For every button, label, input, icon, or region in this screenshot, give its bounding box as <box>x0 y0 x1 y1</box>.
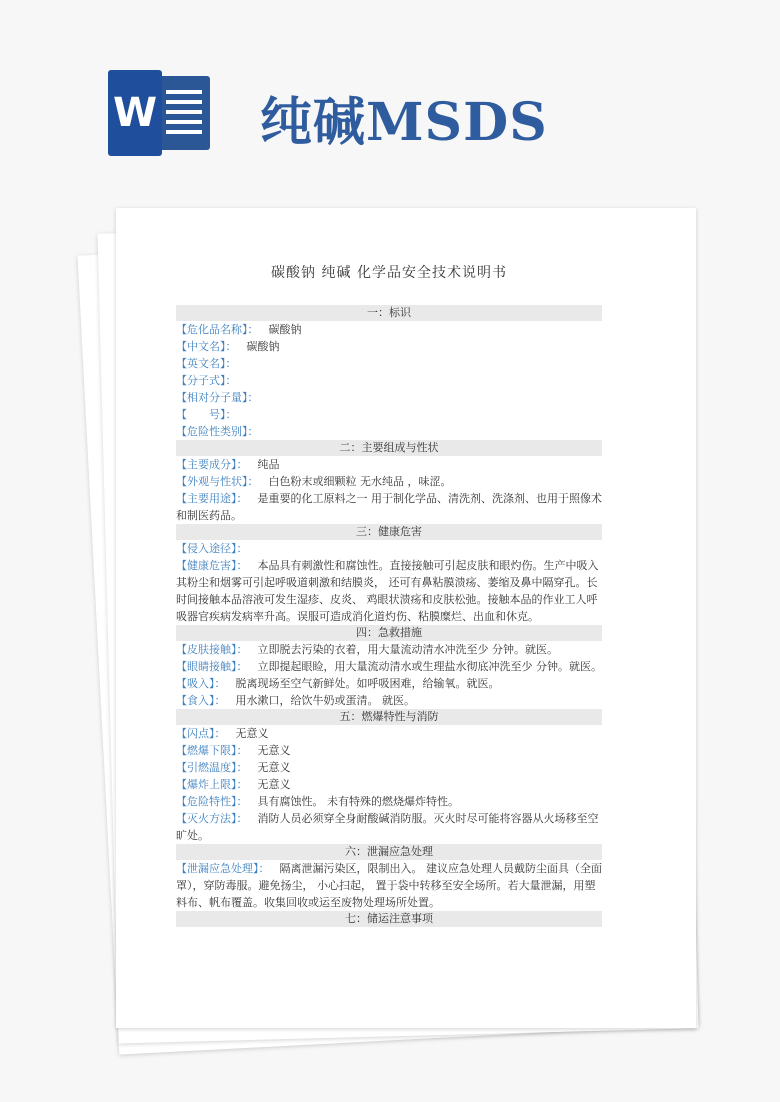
field-value <box>248 542 258 555</box>
section-heading: 二：主要组成与性状 <box>176 440 602 456</box>
document-title: 碳酸钠 纯碱 化学品安全技术说明书 <box>271 265 507 281</box>
section-heading: 一：标识 <box>176 305 602 321</box>
field-label: 【食入】： <box>176 694 226 707</box>
field-label: 【主要用途】： <box>176 492 248 505</box>
field-value: 立即提起眼睑，用大量流动清水或生理盐水彻底冲洗至少 分钟。就医。 <box>257 660 602 673</box>
field-label: 【 号】： <box>176 408 237 421</box>
field-row <box>176 389 602 406</box>
field-row <box>176 776 602 793</box>
field-row <box>176 810 602 844</box>
field-row <box>176 675 602 692</box>
field-row <box>176 793 602 810</box>
field-row <box>176 473 602 490</box>
field-row <box>176 641 602 658</box>
field-label: 【泄漏应急处理】： <box>176 862 270 875</box>
word-logo-letter: W <box>108 70 162 156</box>
field-label: 【灭火方法】： <box>176 812 248 825</box>
field-value: 无意义 <box>257 761 291 774</box>
field-label: 【皮肤接触】： <box>176 643 248 656</box>
field-label: 【危化品名称】： <box>176 323 259 336</box>
field-value: 用水漱口，给饮牛奶或蛋清。 就医。 <box>235 694 415 707</box>
section-heading: 六：泄漏应急处理 <box>176 844 602 860</box>
field-row <box>176 456 602 473</box>
field-label: 【爆炸上限】： <box>176 778 248 791</box>
field-value: 立即脱去污染的衣着，用大量流动清水冲洗至少 分钟。就医。 <box>257 643 558 656</box>
field-row <box>176 338 602 355</box>
field-label: 【闪点】： <box>176 727 226 740</box>
field-row <box>176 557 602 625</box>
field-row <box>176 355 602 372</box>
field-value: 碳酸钠 <box>246 340 280 353</box>
field-value: 纯品 <box>257 458 280 471</box>
field-row <box>176 540 602 557</box>
field-label: 【相对分子量】： <box>176 391 259 404</box>
field-value: 脱离现场至空气新鲜处。如呼吸困难，给输氧。就医。 <box>235 677 500 690</box>
page-title: 纯碱MSDS <box>260 92 548 153</box>
field-label: 【侵入途径】： <box>176 542 248 555</box>
field-value <box>259 425 269 438</box>
field-label: 【吸入】： <box>176 677 226 690</box>
field-row <box>176 658 602 675</box>
section-heading: 七：储运注意事项 <box>176 911 602 927</box>
field-row <box>176 372 602 389</box>
field-row <box>176 742 602 759</box>
field-label: 【中文名】： <box>176 340 237 353</box>
field-value <box>237 357 247 370</box>
field-value: 隔离泄漏污染区，限制出入。 建议应急处理人员戴防尘面具（全面罩），穿防毒服。避免扬尘， 小心扫起， 置于袋中转移至安全场所。若大量泄漏，用塑料布、帆布覆盖。收集回收或运至废物处理场所处置。 <box>176 862 602 909</box>
field-label: 【英文名】： <box>176 357 237 370</box>
field-value: 是重要的化工原料之一 用于制化学品、清洗剂、洗涤剂、也用于照像术和制医药品。 <box>176 492 602 522</box>
field-value: 具有腐蚀性。 未有特殊的燃烧爆炸特性。 <box>257 795 459 808</box>
page-header <box>0 0 780 200</box>
field-label: 【危险特性】： <box>176 795 248 808</box>
field-row <box>176 423 602 440</box>
field-value: 无意义 <box>257 778 291 791</box>
field-value: 本品具有刺激性和腐蚀性。直接接触可引起皮肤和眼灼伤。生产中吸入其粉尘和烟雾可引起呼吸道刺激和结膜炎， 还可有鼻粘膜溃疡、萎缩及鼻中隔穿孔。长时间接触本品溶液可发生湿疹、皮炎、 鸡眼状溃疡和皮肤松弛。接触本品的作业工人呼吸器官疾病发病率升高。误服可造成消化道灼伤、粘膜糜烂、出血和休克。 <box>176 559 599 623</box>
field-row <box>176 490 602 524</box>
field-row <box>176 692 602 709</box>
field-label: 【主要成分】： <box>176 458 248 471</box>
field-value: 无意义 <box>257 744 291 757</box>
field-row <box>176 406 602 423</box>
field-row <box>176 321 602 338</box>
section-heading: 四：急救措施 <box>176 625 602 641</box>
field-value: 消防人员必须穿全身耐酸碱消防服。灭火时尽可能将容器从火场移至空旷处。 <box>176 812 599 842</box>
field-value: 无意义 <box>235 727 269 740</box>
field-label: 【引燃温度】： <box>176 761 248 774</box>
section-heading: 五：燃爆特性与消防 <box>176 709 602 725</box>
document-sections <box>176 305 602 927</box>
field-value: 白色粉末或细颗粒 无水纯品 ，味涩。 <box>268 475 452 488</box>
field-value <box>237 408 247 421</box>
field-label: 【健康危害】： <box>176 559 248 572</box>
field-label: 【眼睛接触】： <box>176 660 248 673</box>
field-label: 【外观与性状】： <box>176 475 259 488</box>
field-label: 【分子式】： <box>176 374 237 387</box>
field-label: 【燃爆下限】： <box>176 744 248 757</box>
field-value <box>237 374 247 387</box>
field-label: 【危险性类别】： <box>176 425 259 438</box>
section-heading: 三：健康危害 <box>176 524 602 540</box>
field-value: 碳酸钠 <box>268 323 302 336</box>
word-icon <box>108 70 212 156</box>
field-row <box>176 860 602 911</box>
field-row <box>176 725 602 742</box>
field-row <box>176 759 602 776</box>
field-value <box>259 391 269 404</box>
document-body <box>176 262 602 927</box>
